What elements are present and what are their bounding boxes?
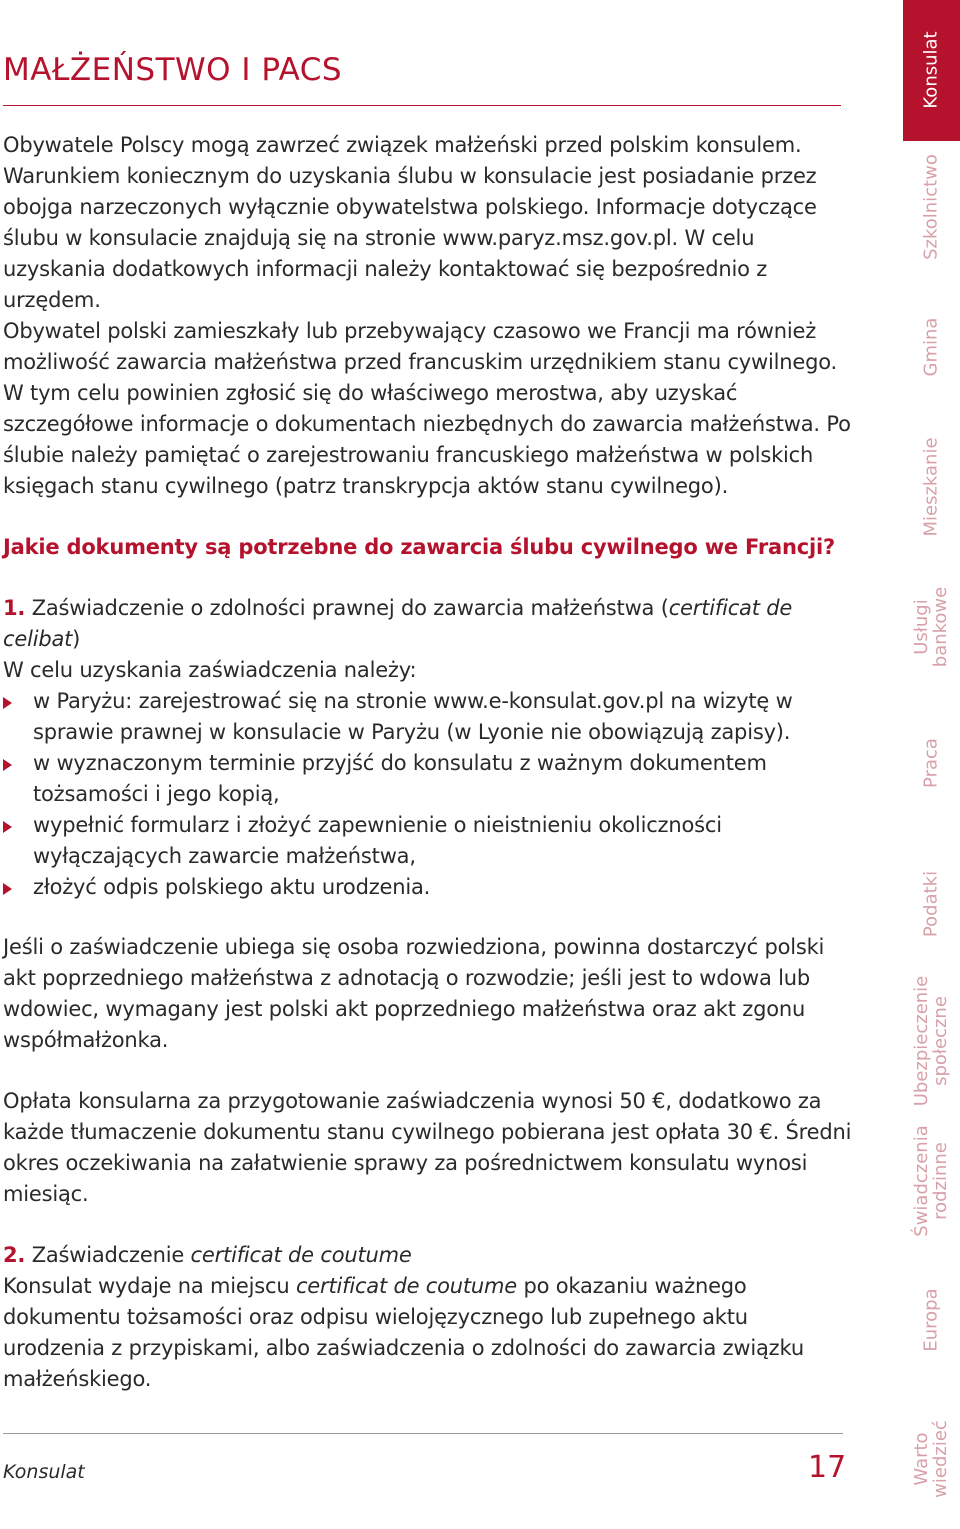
sidebar-tab-warto-wiedziec[interactable]: Warto wiedzieć bbox=[911, 1420, 951, 1498]
list-item: wypełnić formularz i złożyć zapewnienie o nieistnieniu okoliczności wyłączających zawarcie małżeństwa, bbox=[3, 810, 853, 872]
list-item: w wyznaczonym terminie przyjść do konsulatu z ważnym dokumentem tożsamości i jego kopią, bbox=[3, 748, 853, 810]
requirements-list bbox=[3, 686, 853, 903]
item-2-title: Zaświadczenie certificat de coutume bbox=[31, 1243, 412, 1267]
intro-paragraph-2: Obywatel polski zamieszkały lub przebywający czasowo we Francji ma również możliwość zawarcia małżeństwa przed francuskim urzędnikiem stanu cywilnego. W tym celu powinien zgłosić się do właściwego merostwa, aby uzyskać szczegółowe informacje o dokumentach niezbędnych do zawarcia małżeństwa. Po ślubie należy pamiętać o zarejestrowaniu francuskiego małżeństwa w polskich księgach stanu cywilnego (patrz transkrypcja aktów stanu cywilnego). bbox=[3, 319, 851, 498]
item-1-number: 1. bbox=[3, 596, 26, 620]
item-2-heading bbox=[3, 1240, 853, 1271]
documents-question-heading: Jakie dokumenty są potrzebne do zawarcia ślubu cywilnego we Francji? bbox=[3, 535, 835, 559]
sidebar-tab-ubezpieczenie-spoleczne[interactable]: Ubezpieczenie społeczne bbox=[911, 975, 951, 1107]
page-number: 17 bbox=[808, 1450, 847, 1485]
sidebar-tab-swiadczenia-rodzinne[interactable]: Świadczenia rodzinne bbox=[911, 1125, 951, 1237]
sidebar-tab-uslugi-bankowe[interactable]: Usługi bankowe bbox=[911, 586, 951, 668]
bullet-arrow-icon bbox=[3, 821, 12, 833]
sidebar-tab-szkolnictwo[interactable]: Szkolnictwo bbox=[920, 154, 942, 260]
sidebar-tab-konsulat[interactable]: Konsulat bbox=[920, 31, 942, 109]
item-1-heading bbox=[3, 593, 853, 655]
intro-paragraph-1: Obywatele Polscy mogą zawrzeć związek małżeński przed polskim konsulem. Warunkiem koniecznym do uzyskania ślubu w konsulacie jest posiadanie przez obojga narzeczonych wyłącznie obywatelstwa polskiego. Informacje dotyczące ślubu w konsulacie znajdują się na stronie www.paryz.msz.gov.pl. W celu uzyskania dodatkowych informacji należy kontaktować się bezpośrednio z urzędem. bbox=[3, 133, 817, 312]
bullet-arrow-icon bbox=[3, 697, 12, 709]
list-item: złożyć odpis polskiego aktu urodzenia. bbox=[3, 872, 853, 903]
bullet-arrow-icon bbox=[3, 883, 12, 895]
sidebar-tab-podatki[interactable]: Podatki bbox=[920, 870, 942, 938]
title-divider bbox=[3, 105, 841, 106]
fee-note: Opłata konsularna za przygotowanie zaświadczenia wynosi 50 €, dodatkowo za każde tłumaczenie dokumentu stanu cywilnego pobierana jest opłata 30 €. Średni okres oczekiwania na załatwienie sprawy za pośrednictwem konsulatu wynosi miesiąc. bbox=[3, 1089, 852, 1206]
bullet-arrow-icon bbox=[3, 759, 12, 771]
page-title: MAŁŻEŃSTWO I PACS bbox=[3, 52, 343, 88]
section-sidebar bbox=[903, 0, 960, 1529]
list-item: w Paryżu: zarejestrować się na stronie www.e-konsulat.gov.pl na wizytę w sprawie prawnej w konsulacie w Paryżu (w Lyonie nie obowiązują zapisy). bbox=[3, 686, 853, 748]
divorce-note: Jeśli o zaświadczenie ubiega się osoba rozwiedziona, powinna dostarczyć polski akt poprzedniego małżeństwa z adnotacją o rozwodzie; jeśli jest to wdowa lub wdowiec, wymagany jest polski akt poprzedniego małżeństwa oraz akt zgonu współmałżonka. bbox=[3, 935, 825, 1052]
sidebar-tab-mieszkanie[interactable]: Mieszkanie bbox=[920, 437, 942, 537]
sidebar-tab-gmina[interactable]: Gmina bbox=[920, 317, 942, 377]
footer-divider bbox=[3, 1433, 843, 1434]
item-1-text: Zaświadczenie o zdolności prawnej do zawarcia małżeństwa (certificat de celibat) bbox=[3, 596, 793, 651]
requirements-lead: W celu uzyskania zaświadczenia należy: bbox=[3, 658, 417, 682]
sidebar-tab-praca[interactable]: Praca bbox=[920, 738, 942, 788]
item-2-number: 2. bbox=[3, 1243, 26, 1267]
footer-section-label: Konsulat bbox=[3, 1461, 85, 1483]
sidebar-tab-europa[interactable]: Europa bbox=[920, 1288, 942, 1352]
item-2-body: Konsulat wydaje na miejscu certificat de coutume po okazaniu ważnego dokumentu tożsamości oraz odpisu wielojęzycznego lub zupełnego aktu urodzenia z przypiskami, albo zaświadczenia o zdolności do zawarcia związku małżeńskiego. bbox=[3, 1274, 804, 1391]
